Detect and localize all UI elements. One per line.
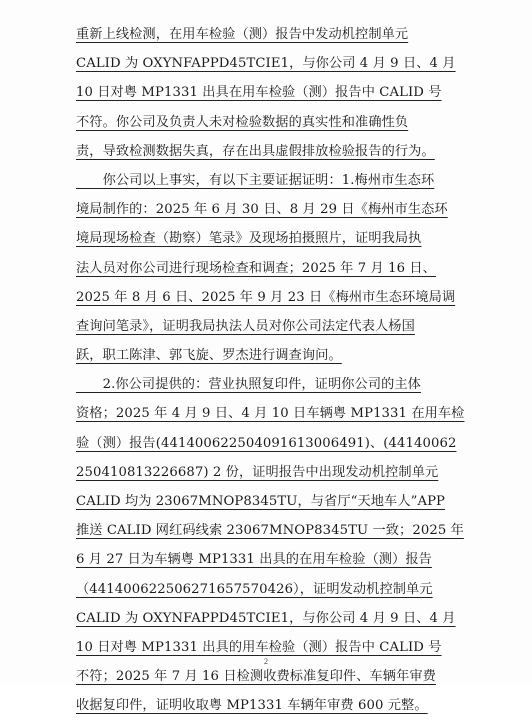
text-line: 境局现场检查（勘察）笔录》及现场拍摄照片，证明我局执 xyxy=(76,231,422,247)
text-line: 重新上线检测，在用车检验（测）报告中发动机控制单元 xyxy=(76,27,409,42)
text-line: 查询问笔录》，证明我局执法人员对你公司法定代表人杨国 xyxy=(76,318,415,334)
text-line: CALID 为 OXYNFAPPD45TCIE1，与你公司 4 月 9 日、4 月 xyxy=(76,56,456,72)
text-line: 2025 年 8 月 6 日、2025 年 9 月 23 日《梅州市生态环境局调 xyxy=(76,289,456,305)
text-line: 250410813226687) 2 份，证明报告中出现发动机控制单元 xyxy=(76,464,439,480)
text-line: CALID 为 OXYNFAPPD45TCIE1，与你公司 4 月 9 日、4 月 xyxy=(76,610,456,626)
text-line: （441400622506271657570426），证明发动机控制单元 xyxy=(76,581,433,597)
text-line: 6 月 27 日为车辆粤 MP1331 出具的在用车检验（测）报告 xyxy=(76,552,432,568)
text-line: 资格；2025 年 4 月 9 日、4 月 10 日车辆粤 MP1331 在用车检 xyxy=(76,406,465,422)
text-line: 你公司以上事实，有以下主要证据证明：1.梅州市生态环 xyxy=(76,172,435,188)
text-line: 推送 CALID 网红码线索 23067MNOP8345TU 一致；2025 年 xyxy=(76,523,464,539)
text-line: 2.你公司提供的：营业执照复印件，证明你公司的主体 xyxy=(76,377,421,393)
text-line: 责，导致检测数据失真，存在出具虚假排放检验报告的行为。 xyxy=(76,143,435,159)
document-body xyxy=(76,20,468,721)
text-line: 境局制作的：2025 年 6 月 30 日、8 月 29 日《梅州市生态环 xyxy=(76,202,448,218)
text-line: CALID 均为 23067MNOP8345TU，与省厅“天地车人”APP xyxy=(76,494,446,509)
text-line: 法人员对你公司进行现场检查和调查；2025 年 7 月 16 日、 xyxy=(76,260,436,276)
text-line: 10 日对粤 MP1331 出具的用车检验（测）报告中 CALID 号 xyxy=(76,639,442,655)
text-line: 跃，职工陈津、郭飞旋、罗杰进行调查询问。 xyxy=(76,348,342,364)
text-line: 验（测）报告(441400622504091613006491)、(44140062 xyxy=(76,435,457,451)
text-line: 不符。你公司及负责人未对检验数据的真实性和准确性负 xyxy=(76,114,409,130)
text-line: 10 日对粤 MP1331 出具在用车检验（测）报告中 CALID 号 xyxy=(76,85,442,101)
page-number: 2 xyxy=(264,657,268,666)
text-line: 收据复印件，证明收取粤 MP1331 车辆年审费 600 元整。 xyxy=(76,698,428,714)
text-line: 不符；2025 年 7 月 16 日检测收费标准复印件、车辆年审费 xyxy=(76,669,436,685)
